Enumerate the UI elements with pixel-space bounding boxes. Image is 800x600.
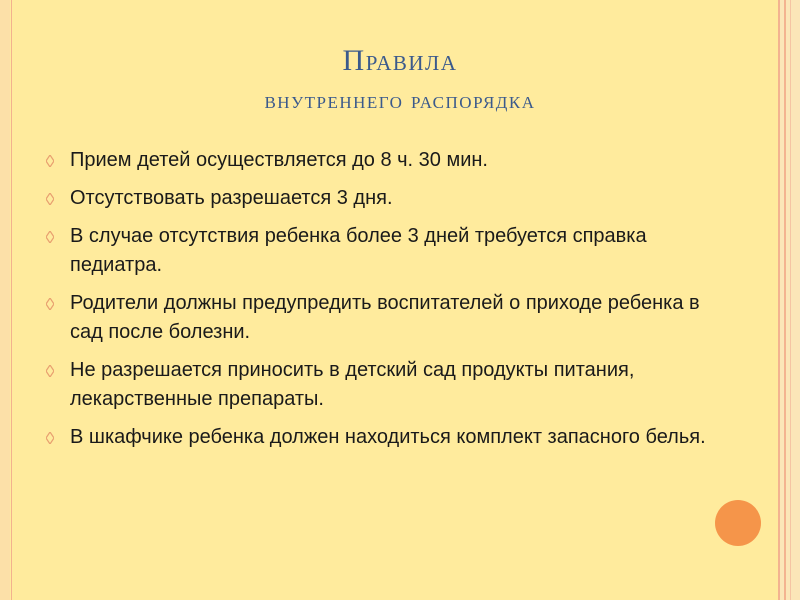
list-item-text: В шкафчике ребенка должен находиться комплект запасного белья. (70, 426, 706, 448)
list-item-text: Отсутствовать разрешается 3 дня. (70, 187, 393, 209)
list-item-text: Родители должны предупредить воспитателей о приходе ребенка в сад после болезни. (70, 292, 700, 343)
list-item (46, 222, 716, 280)
list-item (46, 184, 716, 213)
list-item (46, 356, 716, 414)
diamond-bullet-icon (46, 231, 54, 243)
list-item (46, 289, 716, 347)
list-item-text: В случае отсутствия ребенка более 3 дней требуется справка педиатра. (70, 225, 647, 276)
diamond-bullet-icon (46, 365, 54, 377)
diamond-bullet-icon (46, 298, 54, 310)
title-line-2: внутреннего распорядка (264, 88, 536, 114)
list-item-text: Не разрешается приносить в детский сад продукты питания, лекарственные препараты. (70, 359, 635, 410)
diamond-bullet-icon (46, 193, 54, 205)
list-item (46, 423, 716, 452)
frame-right-line (790, 0, 791, 600)
diamond-bullet-icon (46, 432, 54, 444)
title-line-1: Правила (342, 44, 458, 77)
diamond-bullet-icon (46, 155, 54, 167)
list-item-text: Прием детей осуществляется до 8 ч. 30 мин. (70, 149, 488, 171)
slide-title (0, 44, 790, 114)
bullet-list (46, 146, 716, 461)
list-item (46, 146, 716, 175)
orange-circle-icon (715, 500, 761, 546)
